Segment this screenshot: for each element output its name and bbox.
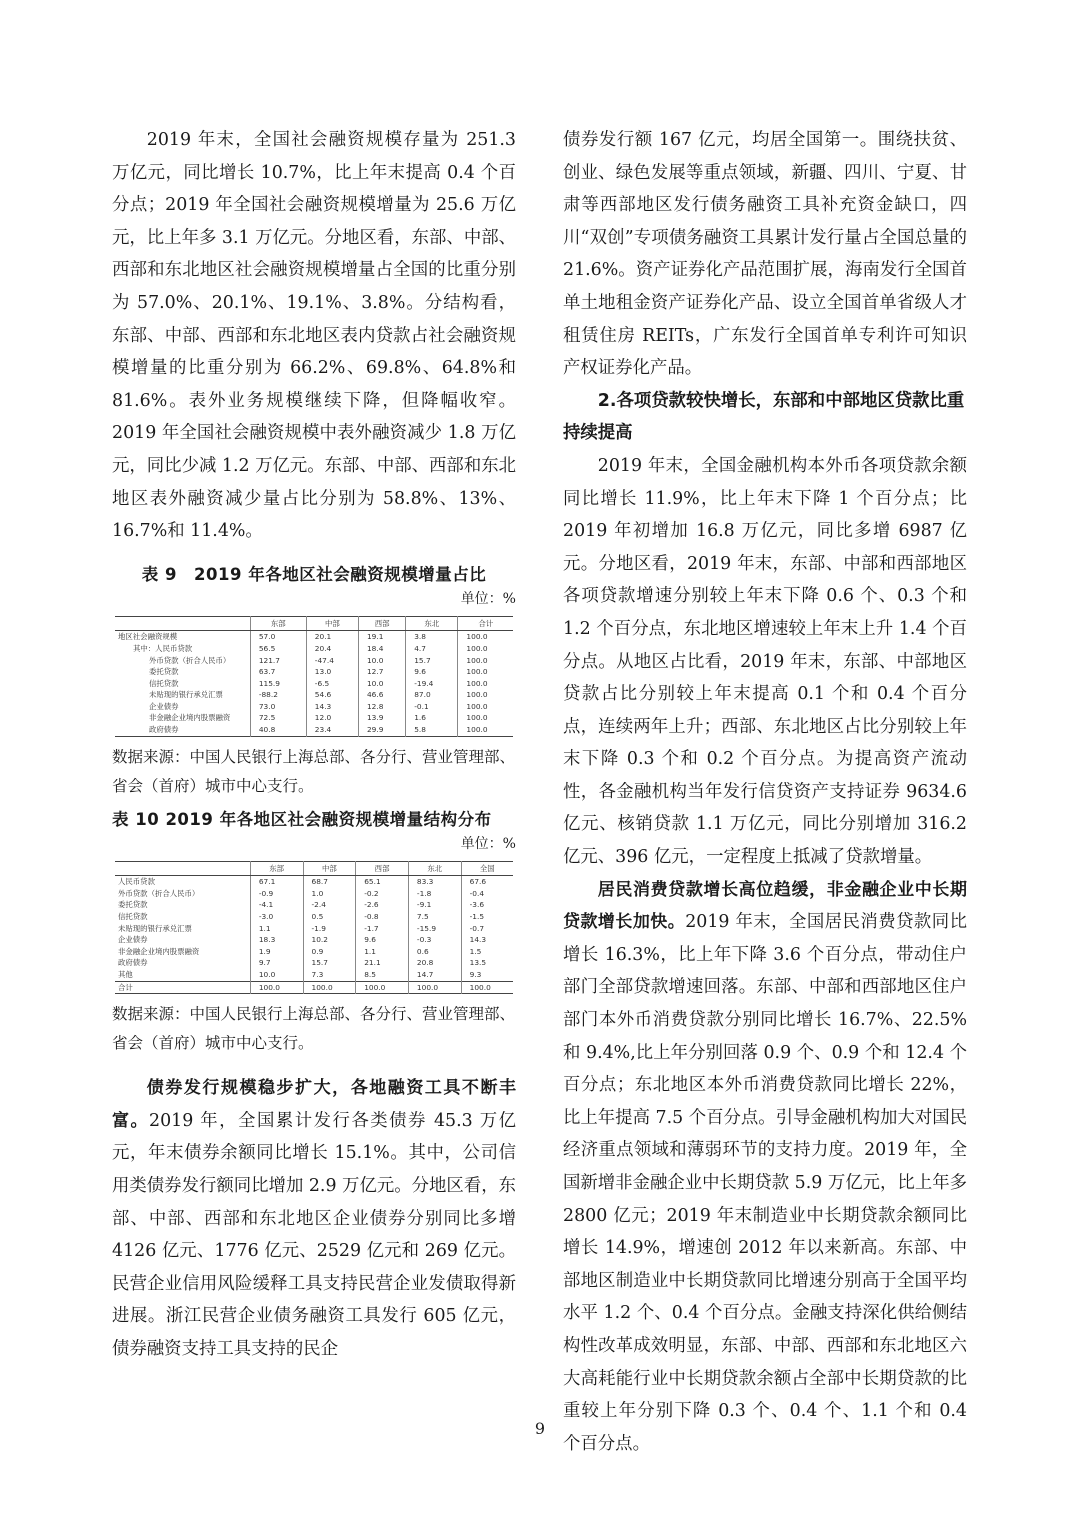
table-row <box>115 981 513 994</box>
table-cell: -15.9 <box>408 923 461 935</box>
table-cell: 29.9 <box>358 724 405 736</box>
table-cell: -0.8 <box>356 911 409 923</box>
table-cell: 100.0 <box>461 981 513 994</box>
table-cell: 1.5 <box>461 946 513 958</box>
table-cell: 121.7 <box>250 655 306 667</box>
table-cell: 12.0 <box>306 712 358 724</box>
table-cell: 20.8 <box>408 957 461 969</box>
left-column <box>112 124 516 1366</box>
table-cell: -0.7 <box>461 923 513 935</box>
paragraph-bond-issuance <box>112 1072 516 1365</box>
table-cell: 21.1 <box>356 957 409 969</box>
table-cell: 10.0 <box>358 678 405 690</box>
table-header-cell <box>115 861 250 876</box>
table-cell: 56.5 <box>250 643 306 655</box>
table-cell: 87.0 <box>406 689 458 701</box>
table-cell: -0.2 <box>356 888 409 900</box>
table-row <box>115 946 513 958</box>
table-cell: 23.4 <box>306 724 358 736</box>
row-label: 企业债券 <box>149 701 179 711</box>
table-9-grid <box>115 616 513 737</box>
table-row <box>115 712 513 724</box>
table-cell: -3.6 <box>461 899 513 911</box>
table-cell: 18.3 <box>250 934 303 946</box>
table-header-cell: 合计 <box>458 616 513 631</box>
table-10-source: 数据来源：中国人民银行上海总部、各分行、营业管理部、省会（首府）城市中心支行。 <box>112 1005 516 1053</box>
table-row <box>115 701 513 713</box>
table-cell: 8.5 <box>356 969 409 981</box>
table-cell: -1.5 <box>461 911 513 923</box>
row-label: 企业债券 <box>118 935 148 945</box>
table-cell: 1.0 <box>303 888 356 900</box>
table-cell: 7.3 <box>303 969 356 981</box>
table-header-cell: 中部 <box>306 616 358 631</box>
table-cell: -1.9 <box>303 923 356 935</box>
table-cell: -9.1 <box>408 899 461 911</box>
table-cell: 100.0 <box>458 643 513 655</box>
table-cell: 9.6 <box>406 666 458 678</box>
table-9-unit: 单位：% <box>460 590 516 607</box>
table-cell: 65.1 <box>356 876 409 888</box>
table-row <box>115 631 513 643</box>
table-cell: -88.2 <box>250 689 306 701</box>
table-cell: 0.9 <box>303 946 356 958</box>
table-cell: 1.1 <box>356 946 409 958</box>
table-cell: 0.6 <box>408 946 461 958</box>
table-cell: 68.7 <box>303 876 356 888</box>
table-cell: -0.3 <box>408 934 461 946</box>
table-cell: 4.7 <box>406 643 458 655</box>
table-cell: -1.8 <box>408 888 461 900</box>
table-cell: -0.4 <box>461 888 513 900</box>
table-row <box>115 899 513 911</box>
table-cell: 13.5 <box>461 957 513 969</box>
table-row <box>115 957 513 969</box>
table-cell: 67.6 <box>461 876 513 888</box>
table-cell: 100.0 <box>458 631 513 643</box>
table-cell: 13.9 <box>358 712 405 724</box>
table-row <box>115 643 513 655</box>
table-cell: 100.0 <box>458 666 513 678</box>
table-9-caption: 表 9 2019 年各地区社会融资规模增量占比 <box>141 564 487 584</box>
table-cell: 14.7 <box>408 969 461 981</box>
paragraph-loans: 2019 年末，全国金融机构本外币各项贷款余额同比增长 11.9%，比上年末下降 1 个百分点；比 2019 年初增加 16.8 万亿元，同比多增 6987 亿元。分地区看，2019 年末，东部、中部和西部地区各项贷款增速分别较上年末下降 0.6 个、0.3 个和 1.2 个百分点，东北地区增速较上年末上升 1.4 个百分点。从地区占比看，2019 年末，东部、中部地区贷款占比分别较上年末提高 0.1 个和 0.4 个百分点，连续两年上升；西部、东北地区占比分别较上年末下降 0.3 个和 0.2 个百分点。为提高资产流动性，各金融机构当年发行信贷资产支持证券 9634.6 亿元、核销贷款 1.1 万亿元，同比分别增加 316.2 亿元、396 亿元，一定程度上抵减了贷款增量。 <box>563 455 967 868</box>
table-cell: 67.1 <box>250 876 303 888</box>
table-cell: 20.4 <box>306 643 358 655</box>
table-cell: 100.0 <box>458 655 513 667</box>
table-header-cell: 东北 <box>406 616 458 631</box>
table-cell: 63.7 <box>250 666 306 678</box>
row-label: 委托贷款 <box>149 667 179 677</box>
table-row <box>115 678 513 690</box>
table-cell: 14.3 <box>306 701 358 713</box>
table-cell: 100.0 <box>458 712 513 724</box>
table-cell: 1.9 <box>250 946 303 958</box>
table-cell: 9.7 <box>250 957 303 969</box>
table-cell: 100.0 <box>458 701 513 713</box>
table-cell: 20.1 <box>306 631 358 643</box>
table-cell: -2.4 <box>303 899 356 911</box>
row-label: 其他 <box>118 970 133 979</box>
table-cell: 72.5 <box>250 712 306 724</box>
table-cell: 46.6 <box>358 689 405 701</box>
table-cell: 100.0 <box>250 981 303 994</box>
table-cell: 9.3 <box>461 969 513 981</box>
table-9 <box>112 562 516 801</box>
row-label: 其中：人民币贷款 <box>133 643 193 653</box>
row-label: 非金融企业境内股票融资 <box>149 713 231 723</box>
table-cell: 40.8 <box>250 724 306 736</box>
table-cell: 12.8 <box>358 701 405 713</box>
consumer-body-text: 2019 年末，全国居民消费贷款同比增长 16.3%，比上年下降 3.6 个百分点，带动住户部门全部贷款增速回落。东部、中部和西部地区住户部门本外币消费贷款分别同比增长 16.7%、22.5%和 9.4%,比上年分别回落 0.9 个、0.9 个和 12.4 个百分点；东北地区本外币消费贷款同比增长 22%，比上年提高 7.5 个百分点。引导金融机构加大对国民经济重点领域和薄弱环节的支持力度。2019 年，全国新增非金融企业中长期贷款 5.9 万亿元，比上年多 2800 亿元；2019 年末制造业中长期贷款余额同比增长 14.9%，增速创 2012 年以来新高。东部、中部地区制造业中长期贷款同比增速分别高于全国平均水平 1.2 个、0.4 个百分点。金融支持深化供给侧结构性改革成效明显，东部、中部、西部和东北地区六大高耗能行业中长期贷款余额占全部中长期贷款的比重较上年分别下降 0.3 个、0.4 个、1.1 个和 0.4 个百分点。 <box>563 912 967 1454</box>
table-cell: -19.4 <box>406 678 458 690</box>
table-cell: -3.0 <box>250 911 303 923</box>
table-cell: 7.5 <box>408 911 461 923</box>
consumer-lead-sentence: 居民消费贷款增长高位趋缓，非金融企业中长期贷款增长加快。 <box>563 879 967 933</box>
table-header-cell: 西部 <box>356 861 409 876</box>
table-10-unit: 单位：% <box>460 835 516 852</box>
table-cell: 100.0 <box>303 981 356 994</box>
paragraph-social-financing: 2019 年末，全国社会融资规模存量为 251.3 万亿元，同比增长 10.7%，比上年末提高 0.4 个百分点；2019 年全国社会融资规模增量为 25.6 万亿元，比上年多 3.1 万亿元。分地区看，东部、中部、西部和东北地区社会融资规模增量占全国的比重分别为 57.0%、20.1%、19.1%、3.8%。分结构看，东部、中部、西部和东北地区表内贷款占社会融资规模增量的比重分别为 66.2%、69.8%、64.8%和 81.6%。表外业务规模继续下降，但降幅收窄。2019 年全国社会融资规模中表外融资减少 1.8 万亿元，同比少减 1.2 万亿元。东部、中部、西部和东北地区表外融资减少量占比分别为 58.8%、13%、16.7%和 11.4%。 <box>112 130 516 542</box>
table-header-cell: 西部 <box>358 616 405 631</box>
right-column <box>563 124 967 1460</box>
table-header-cell <box>115 616 250 631</box>
table-cell: -2.6 <box>356 899 409 911</box>
row-label: 地区社会融资规模 <box>118 632 178 642</box>
table-cell: -0.9 <box>250 888 303 900</box>
table-cell: 10.0 <box>250 969 303 981</box>
row-label: 信托贷款 <box>149 678 179 688</box>
table-cell: 9.6 <box>356 934 409 946</box>
table-header-cell: 东北 <box>408 861 461 876</box>
table-cell: 100.0 <box>356 981 409 994</box>
paragraph-consumer-loans <box>563 874 967 1461</box>
table-9-source: 数据来源：中国人民银行上海总部、各分行、营业管理部、省会（首府）城市中心支行。 <box>112 747 516 795</box>
table-header-cell: 东部 <box>250 616 306 631</box>
table-row <box>115 969 513 981</box>
table-cell: 18.4 <box>358 643 405 655</box>
row-label: 委托贷款 <box>118 900 148 910</box>
row-label: 未贴现的银行承兑汇票 <box>149 690 223 700</box>
table-cell: 100.0 <box>408 981 461 994</box>
table-row <box>115 888 513 900</box>
row-label: 人民币贷款 <box>118 877 155 887</box>
table-cell: 10.2 <box>303 934 356 946</box>
row-label: 非金融企业境内股票融资 <box>118 946 200 956</box>
table-row <box>115 923 513 935</box>
table-row <box>115 724 513 736</box>
table-cell: 14.3 <box>461 934 513 946</box>
row-label: 外币贷款（折合人民币） <box>149 655 231 665</box>
table-row <box>115 876 513 888</box>
row-label: 外币贷款（折合人民币） <box>118 888 200 898</box>
table-cell: 83.3 <box>408 876 461 888</box>
bond-lead-sentence: 债券发行规模稳步扩大，各地融资工具不断丰富。 <box>112 1078 516 1131</box>
table-cell: -47.4 <box>306 655 358 667</box>
table-cell: 54.6 <box>306 689 358 701</box>
paragraph-bond-continued: 债券发行额 167 亿元，均居全国第一。围绕扶贫、创业、绿色发展等重点领域，新疆、四川、宁夏、甘肃等西部地区发行债务融资工具补充资金缺口，四川“双创”专项债务融资工具累计发行量占全国总量的 21.6%。资产证券化产品范围扩展，海南发行全国首单土地租金资产证券化产品、设立全国首单省级人才租赁住房 REITs，广东发行全国首单专利许可知识产权证券化产品。 <box>563 130 967 379</box>
table-cell: 15.7 <box>406 655 458 667</box>
table-cell: 73.0 <box>250 701 306 713</box>
row-label: 信托贷款 <box>118 912 148 922</box>
table-cell: 115.9 <box>250 678 306 690</box>
table-cell: 5.8 <box>406 724 458 736</box>
table-cell: 10.0 <box>358 655 405 667</box>
section-heading-loans: 2.各项贷款较快增长，东部和中部地区贷款比重持续提高 <box>563 390 965 444</box>
table-cell: 13.0 <box>306 666 358 678</box>
table-10 <box>112 807 516 1059</box>
table-header-cell: 中部 <box>303 861 356 876</box>
table-10-grid <box>115 861 513 995</box>
table-cell: 12.7 <box>358 666 405 678</box>
table-header-cell: 东部 <box>250 861 303 876</box>
bond-body-text: 2019 年，全国累计发行各类债券 45.3 万亿元，年末债券余额同比增长 15.1%。其中，公司信用类债券发行额同比增加 2.9 万亿元。分地区看，东部、中部、西部和东北地区企业债券分别同比多增 4126 亿元、1776 亿元、2529 亿元和 269 亿元。民营企业信用风险缓释工具支持民营企业发债取得新进展。浙江民营企业债务融资工具发行 605 亿元，债券融资支持工具支持的民企 <box>112 1110 516 1359</box>
table-cell: -6.5 <box>306 678 358 690</box>
table-row <box>115 689 513 701</box>
table-cell: 0.5 <box>303 911 356 923</box>
table-row <box>115 911 513 923</box>
table-cell: -1.7 <box>356 923 409 935</box>
table-cell: 100.0 <box>458 689 513 701</box>
page-number: 9 <box>534 1419 546 1438</box>
row-label: 政府债券 <box>149 725 179 735</box>
table-cell: 15.7 <box>303 957 356 969</box>
table-cell: -4.1 <box>250 899 303 911</box>
table-cell: 57.0 <box>250 631 306 643</box>
row-label: 政府债券 <box>118 958 148 968</box>
table-cell: 19.1 <box>358 631 405 643</box>
table-cell: 100.0 <box>458 678 513 690</box>
table-row <box>115 666 513 678</box>
table-cell: 100.0 <box>458 724 513 736</box>
table-row <box>115 934 513 946</box>
table-10-caption: 表 10 2019 年各地区社会融资规模增量结构分布 <box>112 809 492 829</box>
row-label: 合计 <box>115 981 250 994</box>
table-cell: 1.6 <box>406 712 458 724</box>
table-cell: 1.1 <box>250 923 303 935</box>
table-row <box>115 655 513 667</box>
table-header-cell: 全国 <box>461 861 513 876</box>
table-cell: 3.8 <box>406 631 458 643</box>
row-label: 未贴现的银行承兑汇票 <box>118 923 192 933</box>
table-cell: -0.1 <box>406 701 458 713</box>
